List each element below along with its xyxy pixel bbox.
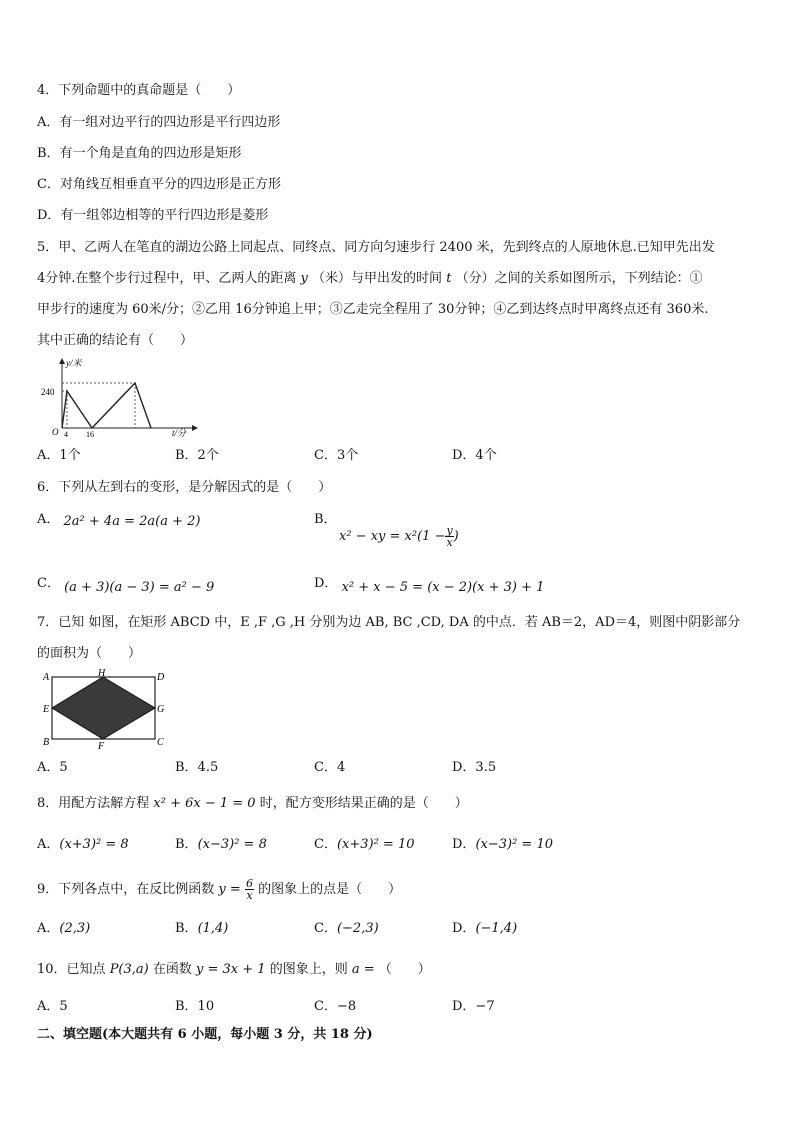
q5-graph (40, 356, 200, 438)
q5-var-y: y (300, 271, 308, 286)
q7-label-e: E (43, 704, 50, 715)
q5-line3: 甲步行的速度为 60米/分；②乙用 16分钟追上甲；③乙走完全程用了 30分钟；④乙到达终点时甲离终点还有 360米. (37, 302, 709, 317)
q8-stem-pre: 8．用配方法解方程 (37, 796, 150, 811)
q10-point: P(3,a) (109, 962, 149, 977)
q10-stem-mid2: 的图象上，则 (269, 962, 348, 977)
q9-option-b (175, 921, 228, 937)
q6-option-c (37, 576, 215, 595)
q4-option-c: C．对角线互相垂直平分的四边形是正方形 (37, 177, 281, 192)
q4-option-d: D．有一组邻边相等的平行四边形是菱形 (37, 208, 269, 223)
q7-option-b: B．4.5 (175, 760, 219, 775)
q6-option-b-label: B． (314, 512, 337, 527)
q8-option-c-label: C． (314, 837, 337, 852)
q8-option-c-math: (x+3)² = 10 (336, 837, 415, 852)
q7-option-a: A．5 (37, 760, 68, 775)
q5-var-t: t (446, 271, 452, 286)
q5-graph-tick-4: 4 (64, 430, 68, 438)
q7-label-c: C (157, 737, 164, 748)
q7-line2: 的面积为（ ） (37, 646, 142, 661)
q10-stem-mid: 在函数 (152, 962, 192, 977)
q5-graph-y-arrow (59, 358, 65, 364)
q7-label-d: D (157, 672, 165, 683)
q5-graph-origin: O (52, 427, 59, 437)
q9-option-b-label: B． (175, 921, 198, 936)
q10-stem-post: （ ） (378, 962, 431, 977)
q9-option-d-label: D． (452, 921, 476, 936)
q9-option-a-math: (2,3) (59, 921, 91, 936)
q8-option-c (314, 837, 415, 853)
q9-frac-num: 6 (245, 877, 253, 890)
q8-option-d (452, 837, 553, 853)
q10-option-c: C．−8 (314, 999, 357, 1014)
q4-option-b: B．有一个角是直角的四边形是矩形 (37, 146, 242, 161)
q7-line1: 7．已知 如图，在矩形 ABCD 中，E ,F ,G ,H 分别为边 AB, BC ,CD, DA 的中点．若 AB＝2，AD＝4，则图中阴影部分 (37, 615, 741, 630)
q9-option-d (452, 921, 517, 937)
q9-fraction (245, 878, 254, 901)
q5-graph-x-arrow (192, 425, 198, 431)
q6-option-c-label: C． (37, 576, 60, 591)
section-2-heading: 二、填空题(本大题共有 6 小题，每小题 3 分，共 18 分) (37, 1027, 373, 1042)
q6-option-b-math-post: ) (453, 529, 459, 544)
q7-label-g: G (157, 704, 165, 715)
q10-function: y = 3x + 1 (196, 962, 266, 977)
q7-option-c: C．4 (314, 760, 346, 775)
q9-option-c-math: (−2,3) (336, 921, 379, 936)
q10-var-a: a = (351, 962, 375, 977)
q6-option-b-frac-den: x (446, 536, 453, 549)
q6-option-a (37, 512, 200, 528)
q6-option-b-math (339, 525, 459, 548)
q8-option-a (37, 837, 129, 853)
q5-graph-tick-240: 240 (41, 387, 55, 397)
q7-option-d: D．3.5 (452, 760, 497, 775)
q5-line2-b: （米）与甲出发的时间 (312, 271, 443, 286)
q5-graph-xlabel: t/分 (172, 428, 187, 438)
q4-stem: 4．下列命题中的真命题是（ ） (37, 83, 241, 98)
q5-graph-curve (62, 383, 151, 428)
q7-figure (40, 668, 170, 750)
q9-option-a (37, 921, 90, 937)
q4-option-a: A．有一组对边平行的四边形是平行四边形 (37, 115, 281, 130)
q10-option-a: A．5 (37, 999, 68, 1014)
q5-option-b: B．2个 (175, 448, 219, 463)
q6-option-c-math: (a + 3)(a − 3) = a² − 9 (64, 580, 215, 595)
q5-line1: 5．甲、乙两人在笔直的湖边公路上同起点、同终点、同方向匀速步行 2400 米，先到终点的人原地休息.已知甲先出发 (37, 240, 715, 255)
q8-option-d-math: (x−3)² = 10 (475, 837, 553, 852)
q5-line2 (37, 271, 703, 287)
q9-option-a-label: A． (37, 921, 60, 936)
q9-function-y: y = (218, 882, 241, 897)
q7-label-f: F (98, 741, 105, 750)
q5-graph-ylabel: y/米 (66, 358, 82, 368)
q8-stem-post: 时，配方变形结果正确的是（ ） (259, 796, 468, 811)
q5-option-a: A．1个 (37, 448, 81, 463)
q6-option-b-frac-num: y (446, 524, 453, 537)
q7-shaded-rhombus (52, 677, 155, 739)
q7-label-b: B (43, 737, 50, 748)
q7-label-a: A (43, 672, 50, 683)
q9-option-d-math: (−1,4) (475, 921, 518, 936)
q5-line2-c: （分）之间的关系如图所示，下列结论：① (455, 271, 703, 286)
q8-equation: x² + 6x − 1 = 0 (153, 796, 256, 811)
q5-option-d: D．4个 (452, 448, 497, 463)
q8-option-b-math: (x−3)² = 8 (197, 837, 267, 852)
q6-option-d (314, 576, 545, 595)
q10-option-d: D．−7 (452, 999, 495, 1014)
q9-option-c-label: C． (314, 921, 337, 936)
q5-line2-a: 4分钟.在整个步行过程中，甲、乙两人的距离 (37, 271, 297, 286)
q6-stem: 6．下列从左到右的变形，是分解因式的是（ ） (37, 480, 332, 495)
q6-option-b-math-pre: x² − xy = x²(1 − (339, 529, 446, 544)
q9-stem-pre: 9．下列各点中，在反比例函数 (37, 882, 215, 897)
q6-option-d-math: x² + x − 5 = (x − 2)(x + 3) + 1 (341, 580, 545, 595)
q8-option-b (175, 837, 267, 853)
q9-stem (37, 878, 401, 901)
q10-stem-pre: 10．已知点 (37, 962, 106, 977)
q9-option-b-math: (1,4) (197, 921, 229, 936)
q8-option-d-label: D． (452, 837, 476, 852)
q6-option-b-fraction (445, 525, 453, 548)
q10-option-b: B．10 (175, 999, 215, 1014)
q7-label-h: H (98, 668, 106, 679)
q5-line4: 其中正确的结论有（ ） (37, 333, 194, 348)
q10-stem (37, 962, 431, 978)
q5-graph-tick-16: 16 (86, 430, 94, 438)
q8-option-b-label: B． (175, 837, 198, 852)
q8-option-a-label: A． (37, 837, 60, 852)
q9-frac-den: x (246, 889, 253, 902)
q9-stem-post: 的图象上的点是（ ） (258, 882, 402, 897)
q8-stem (37, 796, 468, 812)
q6-option-a-math: 2a² + 4a = 2a(a + 2) (63, 514, 201, 529)
q9-option-c (314, 921, 379, 937)
q6-option-d-label: D． (314, 576, 338, 591)
q5-option-c: C．3个 (314, 448, 359, 463)
q6-option-a-label: A． (37, 512, 60, 527)
q8-option-a-math: (x+3)² = 8 (59, 837, 129, 852)
